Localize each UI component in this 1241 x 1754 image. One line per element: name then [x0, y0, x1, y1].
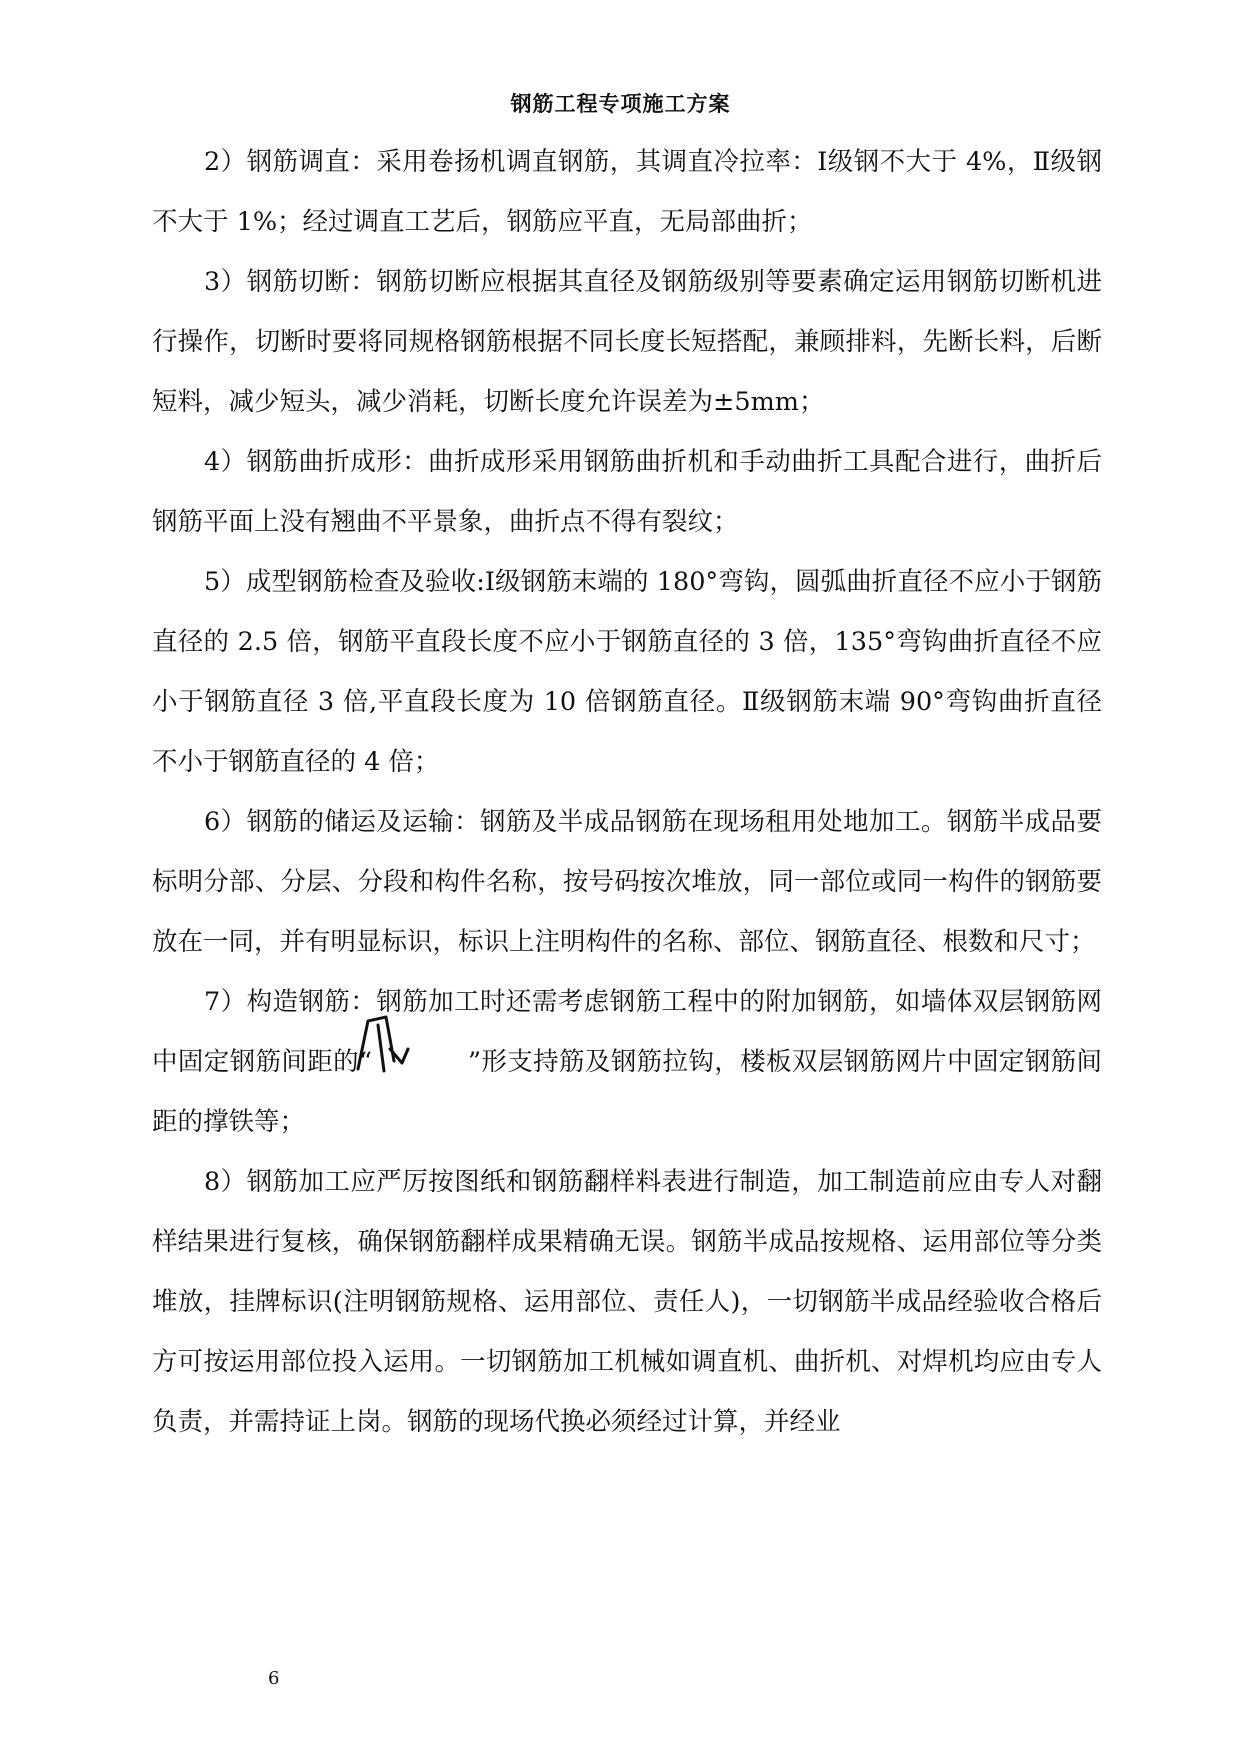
paragraph-2: 2）钢筋调直：采用卷扬机调直钢筋，其调直冷拉率：Ⅰ级钢不大于 4%，Ⅱ级钢不大于 1%；经过调直工艺后，钢筋应平直，无局部曲折；	[152, 147, 1102, 237]
paragraph-7-after: ”形支持筋及钢筋拉钩，楼板双层钢筋网片中固定钢筋间距的撑铁等；	[152, 1047, 1102, 1137]
document-body	[152, 132, 1102, 1452]
paragraph-4: 4）钢筋曲折成形：曲折成形采用钢筋曲折机和手动曲折工具配合进行，曲折后钢筋平面上没有翘曲不平景象，曲折点不得有裂纹；	[152, 447, 1102, 537]
paragraph-6: 6）钢筋的储运及运输：钢筋及半成品钢筋在现场租用处地加工。钢筋半成品要标明分部、分层、分段和构件名称，按号码按次堆放，同一部位或同一构件的钢筋要放在一同，并有明显标识，标识上注明构件的名称、部位、钢筋直径、根数和尺寸；	[152, 807, 1102, 957]
support-bar-sketch-icon	[372, 1045, 468, 1071]
paragraph-7-before: 7）构造钢筋：钢筋加工时还需考虑钢筋工程中的附加钢筋，如墙体双层钢筋网中固定钢筋间距的“	[152, 987, 1102, 1077]
paragraph-3: 3）钢筋切断：钢筋切断应根据其直径及钢筋级别等要素确定运用钢筋切断机进行操作，切断时要将同规格钢筋根据不同长度长短搭配，兼顾排料，先断长料，后断短料，减少短头，减少消耗，切断长度允许误差为±5mm；	[152, 267, 1102, 417]
page-number: 6	[268, 1668, 280, 1689]
paragraph-8: 8）钢筋加工应严厉按图纸和钢筋翻样料表进行制造，加工制造前应由专人对翻样结果进行复核，确保钢筋翻样成果精确无误。钢筋半成品按规格、运用部位等分类堆放，挂牌标识(注明钢筋规格、运用部位、责任人)，一切钢筋半成品经验收合格后方可按运用部位投入运用。一切钢筋加工机械如调直机、曲折机、对焊机均应由专人负责，并需持证上岗。钢筋的现场代换必须经过计算，并经业	[152, 1167, 1102, 1437]
paragraph-7	[152, 972, 1102, 1152]
paragraph-5: 5）成型钢筋检查及验收:Ⅰ级钢筋末端的 180°弯钩，圆弧曲折直径不应小于钢筋直径的 2.5 倍，钢筋平直段长度不应小于钢筋直径的 3 倍，135°弯钩曲折直径不应小于钢筋直径 3 倍,平直段长度为 10 倍钢筋直径。Ⅱ级钢筋末端 90°弯钩曲折直径不小于钢筋直径的 4 倍；	[152, 567, 1102, 777]
page-title: 钢筋工程专项施工方案	[510, 91, 731, 116]
